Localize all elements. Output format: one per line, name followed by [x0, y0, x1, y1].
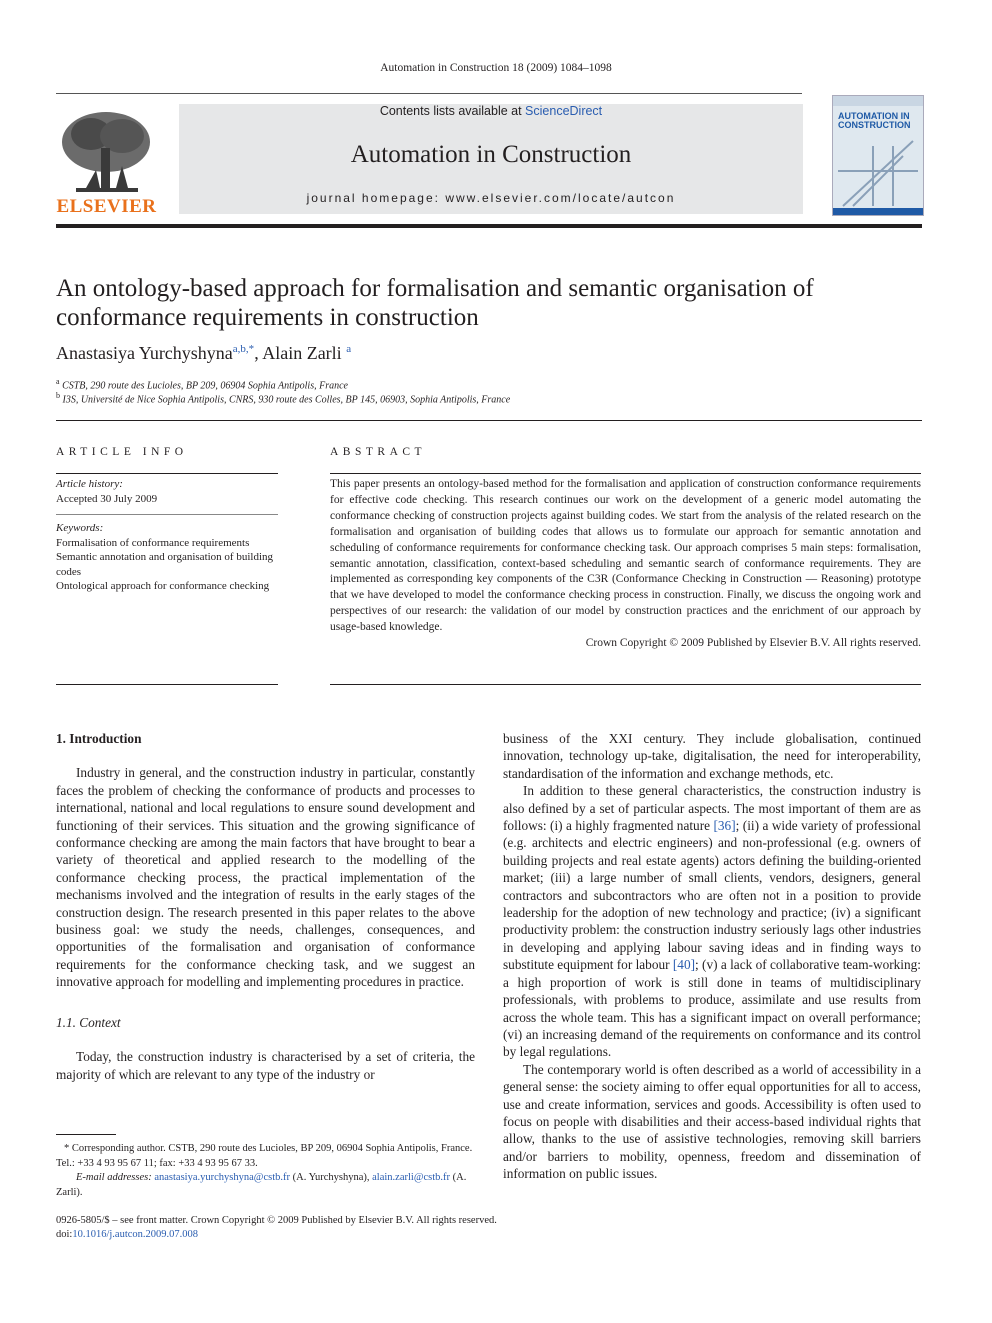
affiliation-text: CSTB, 290 route des Lucioles, BP 209, 06904 Sophia Antipolis, France — [62, 380, 348, 392]
info-rule — [56, 473, 278, 474]
keywords-label: Keywords: — [56, 522, 104, 534]
author-affiliation-marker[interactable]: a,b,* — [232, 343, 255, 355]
abstract-copyright: Crown Copyright © 2009 Published by Elsevier B.V. All rights reserved. — [585, 637, 921, 650]
affiliation-b — [56, 391, 510, 405]
keyword-item: Formalisation of conformance requirements — [56, 536, 250, 549]
reference-link[interactable]: [40] — [672, 957, 696, 973]
journal-banner — [179, 104, 803, 214]
abstract-paragraph: This paper presents an ontology-based method for the formalisation and application of construction conformance requirements for effective code checking. This research continues our work on the development of a generic model automating the conformance checking of construction projects against building codes. We start from the analysis of the related research on the formalisation and organisation of building codes that allows us to formulate our approach for semantic annotation and scheduling of conformance requirements for conformance checking task. Our approach comprises 5 main steps: formalisation, semantic annotation, classification, context-based scheduling and semantic search of conformance requirements. They are implemented as corresponding key components of the C3R (Conformance Checking in Construction — Reasoning) prototype that we have developed to model the conformance checking process in construction. Finally, we discuss the ongoing work and perspectives of our research: the validation of our model by construction practices and the enrichment of our approach by usage-based knowledge. — [330, 478, 921, 634]
author-name: Alain Zarli — [262, 343, 342, 363]
subsection-heading: 1.1. Context — [56, 1014, 121, 1030]
body-paragraph: The contemporary world is often described as a world of accessibility in a general sense: the society aiming to offer equal opportunities for all to access, use and create information, services and goods. Accessibility is often used to focus on people with disabilities and their access-based individual rights that allow, thanks to the use of assistive technologies, removing skill barriers and/or barriers to mobility, openness, freedom and dissemination of information on public issues. — [503, 1061, 921, 1182]
body-text: In addition to these general characteristics, the construction industry is also defined by a set of particular aspects. The most important of them are as follows: (i) a highly fragmented nature — [503, 783, 921, 834]
header-rule — [56, 93, 802, 94]
email-note — [56, 1171, 475, 1200]
email-link[interactable]: anastasiya.yurchyshyna@cstb.fr — [154, 1172, 290, 1183]
corresponding-author-note — [56, 1142, 475, 1171]
history-label: Article history: — [56, 478, 123, 490]
affiliation-text: I3S, Université de Nice Sophia Antipolis, CNRS, 930 route des Colles, BP 145, 06903, Sophia Antipolis, France — [62, 394, 511, 406]
author-separator: , — [254, 343, 263, 363]
email-label: E-mail addresses: — [76, 1172, 152, 1183]
journal-homepage[interactable]: journal homepage: www.elsevier.com/locate/autcon — [306, 191, 676, 205]
author-affiliation-marker[interactable]: a — [346, 343, 352, 355]
body-paragraph: business of the XXI century. They include globalisation, continued innovation, technology up-take, digitalisation, the need for interoperability, standardisation of the information and exchange methods, etc. — [503, 731, 921, 781]
cover-title: AUTOMATION IN CONSTRUCTION — [838, 111, 911, 130]
author-line — [56, 343, 351, 364]
author-name: Anastasiya Yurchyshyna — [56, 343, 233, 363]
sciencedirect-link[interactable]: ScienceDirect — [525, 104, 603, 118]
front-matter — [56, 1214, 497, 1242]
right-column — [503, 730, 921, 1183]
doi-line — [56, 1228, 497, 1242]
footnote — [56, 1142, 475, 1200]
keywords-block — [56, 521, 278, 594]
body-paragraph — [503, 782, 921, 1061]
footnote-text: Corresponding author. CSTB, 290 route des Lucioles, BP 209, 06904 Sophia Antipolis, France. Tel.: +33 4 93 95 67 11; fax: +33 4 93 95 67 33. — [56, 1143, 473, 1169]
left-column — [56, 730, 475, 1083]
article-info-heading: ARTICLE INFO — [56, 446, 188, 458]
affiliation-a — [56, 377, 348, 391]
body-paragraph: Today, the construction industry is characterised by a set of criteria, the majority of which are relevant to any type of the industry or — [56, 1049, 475, 1082]
elsevier-wordmark: ELSEVIER — [56, 196, 157, 217]
body-text: ; (v) a lack of collaborative team-working: a high proportion of work is still done in teams of multidisciplinary professionals, with problems to produce, assimilate and use results from across the whole team. This has a significant impact on overall performance; (vi) an increasing demand of the requirements on conformance and its control by legal regulations. — [503, 957, 921, 1060]
abstract-body — [330, 477, 921, 652]
footnote-marker: * — [64, 1143, 70, 1154]
reference-link[interactable]: [36] — [713, 818, 736, 834]
contents-line — [179, 104, 803, 118]
article-history — [56, 477, 278, 506]
info-sub-rule — [56, 514, 278, 515]
body-paragraph: Industry in general, and the construction industry in particular, constantly faces the problem of checking the conformance of products and processes to international, national and local regulations to ensure sound development and functioning of their services. This situation and the growing significance of conformance checking are among the main factors that have brought to bear a variety of theoretical and applied research to the modelling of the conformance checking process, the practical implementation of the mechanisms involved and the integration of results in the early stages of the construction design. The research presented in this paper relates to the above business goal: we study the needs, challenges, consequences, and opportunities of the formalisation and organisation of conformance requirements for the conformance checking task, and we suggest an innovative approach for modelling and implementing procedures in practice. — [56, 765, 475, 990]
email-owner: (A. Zarli). — [56, 1172, 467, 1198]
body-text: ; (ii) a wide variety of professional (e.g. architects and electric engineers) and non-professional (e.g. owners of building projects and real estate agents) actors defining the building-oriented market; (iii) a large number of small clients, vendors, designers, general contractors and subcontractors who are often not in a position to provide leadership for the adoption of new technology and practice; (iv) a significant productivity problem: the construction industry seriously lags other industries in developing and applying labour saving ideas and in finding ways to substitute equipment for labour — [503, 818, 922, 973]
journal-title: Automation in Construction — [350, 141, 632, 168]
keyword-item: Ontological approach for conformance checking — [56, 580, 270, 592]
doi-prefix: doi: — [56, 1229, 73, 1240]
abstract-rule — [330, 473, 921, 474]
section-heading: 1. Introduction — [56, 731, 142, 746]
affiliation-marker: a — [56, 377, 60, 386]
contents-prefix: Contents lists available at — [379, 104, 526, 118]
header-thick-rule — [56, 224, 922, 228]
affiliation-marker: b — [56, 391, 60, 400]
keyword-item: Semantic annotation and organisation of building codes — [56, 551, 274, 578]
journal-cover-thumbnail — [832, 95, 924, 216]
email-owner: (A. Yurchyshyna), — [290, 1172, 370, 1183]
email-link[interactable]: alain.zarli@cstb.fr — [372, 1172, 451, 1183]
history-value: Accepted 30 July 2009 — [56, 492, 158, 505]
issn-line: 0926-5805/$ – see front matter. Crown Copyright © 2009 Published by Elsevier B.V. All rights reserved. — [56, 1215, 497, 1226]
abstract-bottom-rule — [330, 684, 921, 685]
doi-link[interactable]: 10.1016/j.autcon.2009.07.008 — [72, 1229, 199, 1240]
affiliation-rule — [56, 420, 922, 421]
article-title: An ontology-based approach for formalisation and semantic organisation of conformance requirements in construction — [56, 275, 814, 331]
abstract-heading: ABSTRACT — [330, 446, 427, 458]
journal-citation: Automation in Construction 18 (2009) 1084–1098 — [380, 62, 612, 74]
info-bottom-rule — [56, 684, 278, 685]
footnote-rule — [56, 1134, 116, 1135]
